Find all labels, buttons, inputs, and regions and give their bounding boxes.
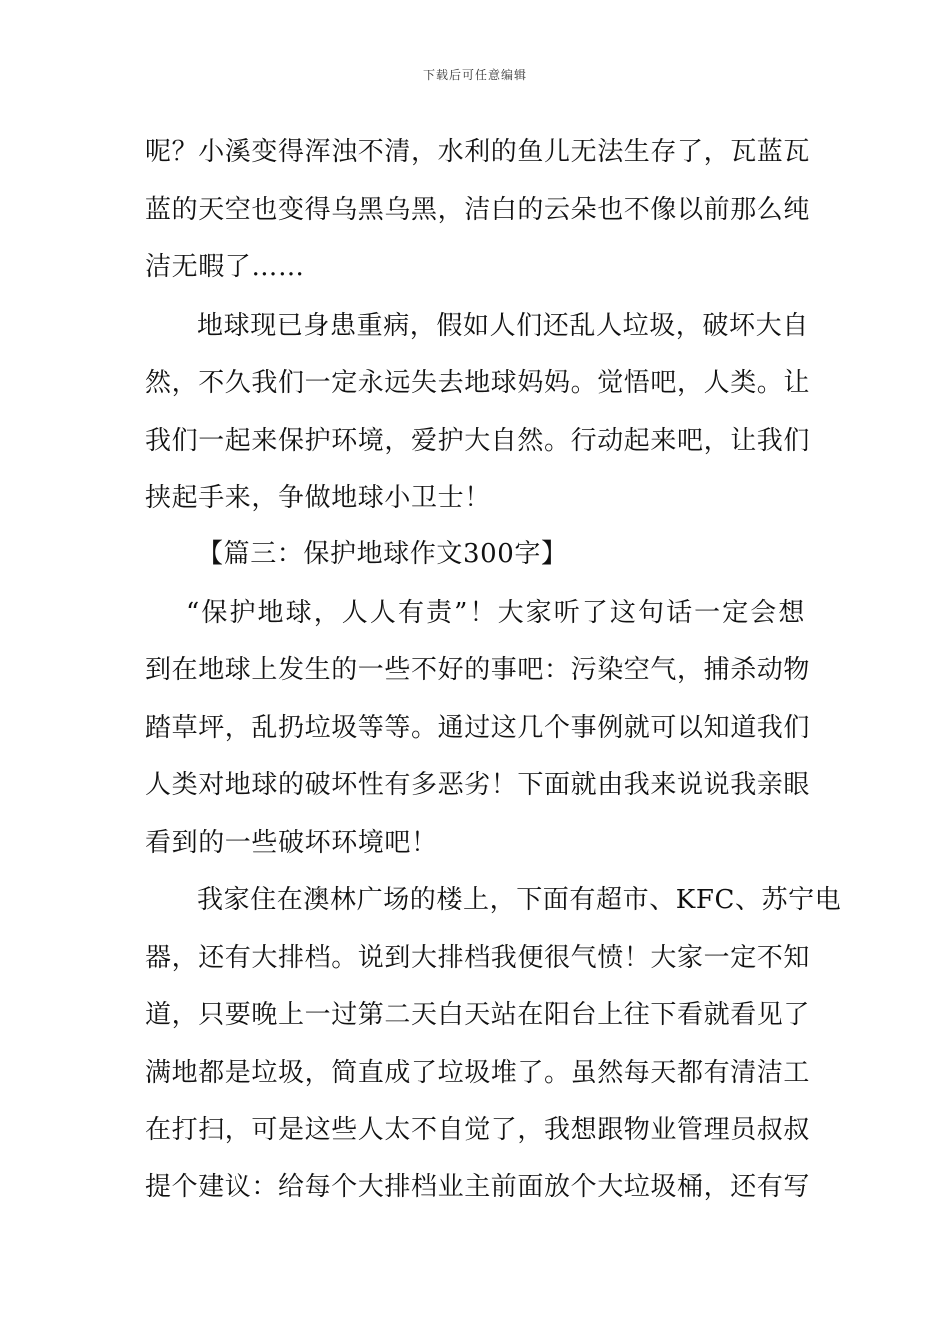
text-line: 在打扫，可是这些人太不自觉了，我想跟物业管理员叔叔 (145, 1115, 811, 1145)
section-heading: 【篇三：保护地球作文300字】 (197, 539, 568, 569)
paragraph-start-line: “保护地球，人人有责”！大家听了这句话一定会想 (186, 598, 805, 628)
text-line: 满地都是垃圾，简直成了垃圾堆了。虽然每天都有清洁工 (145, 1058, 811, 1088)
text-line: 踏草坪，乱扔垃圾等等。通过这几个事例就可以知道我们 (145, 713, 811, 743)
text-line: 我们一起来保护环境，爱护大自然。行动起来吧，让我们 (145, 426, 811, 456)
text-line: 呢？小溪变得浑浊不清，水利的鱼儿无法生存了，瓦蓝瓦 (145, 137, 811, 167)
text-line: 洁无暇了…… (145, 252, 305, 282)
text-line: 然，不久我们一定永远失去地球妈妈。觉悟吧，人类。让 (145, 368, 811, 398)
text-line: 看到的一些破坏环境吧！ (145, 828, 438, 858)
text-line: 到在地球上发生的一些不好的事吧：污染空气，捕杀动物 (145, 655, 811, 685)
paragraph-start-line: 地球现已身患重病，假如人们还乱人垃圾，破坏大自 (197, 311, 809, 341)
text-line: 器，还有大排档。说到大排档我便很气愤！大家一定不知 (145, 943, 811, 973)
paragraph-start-line: 我家住在澳林广场的楼上，下面有超市、KFC、苏宁电 (197, 885, 842, 915)
text-line: 挟起手来，争做地球小卫士！ (145, 483, 491, 513)
text-line: 道，只要晚上一过第二天白天站在阳台上往下看就看见了 (145, 1000, 811, 1030)
text-line: 蓝的天空也变得乌黑乌黑，洁白的云朵也不像以前那么纯 (145, 195, 811, 225)
page-header: 下载后可任意编辑 (422, 68, 527, 82)
text-line: 人类对地球的破坏性有多恶劣！下面就由我来说说我亲眼 (145, 770, 811, 800)
text-line: 提个建议：给每个大排档业主前面放个大垃圾桶，还有写 (145, 1172, 811, 1202)
